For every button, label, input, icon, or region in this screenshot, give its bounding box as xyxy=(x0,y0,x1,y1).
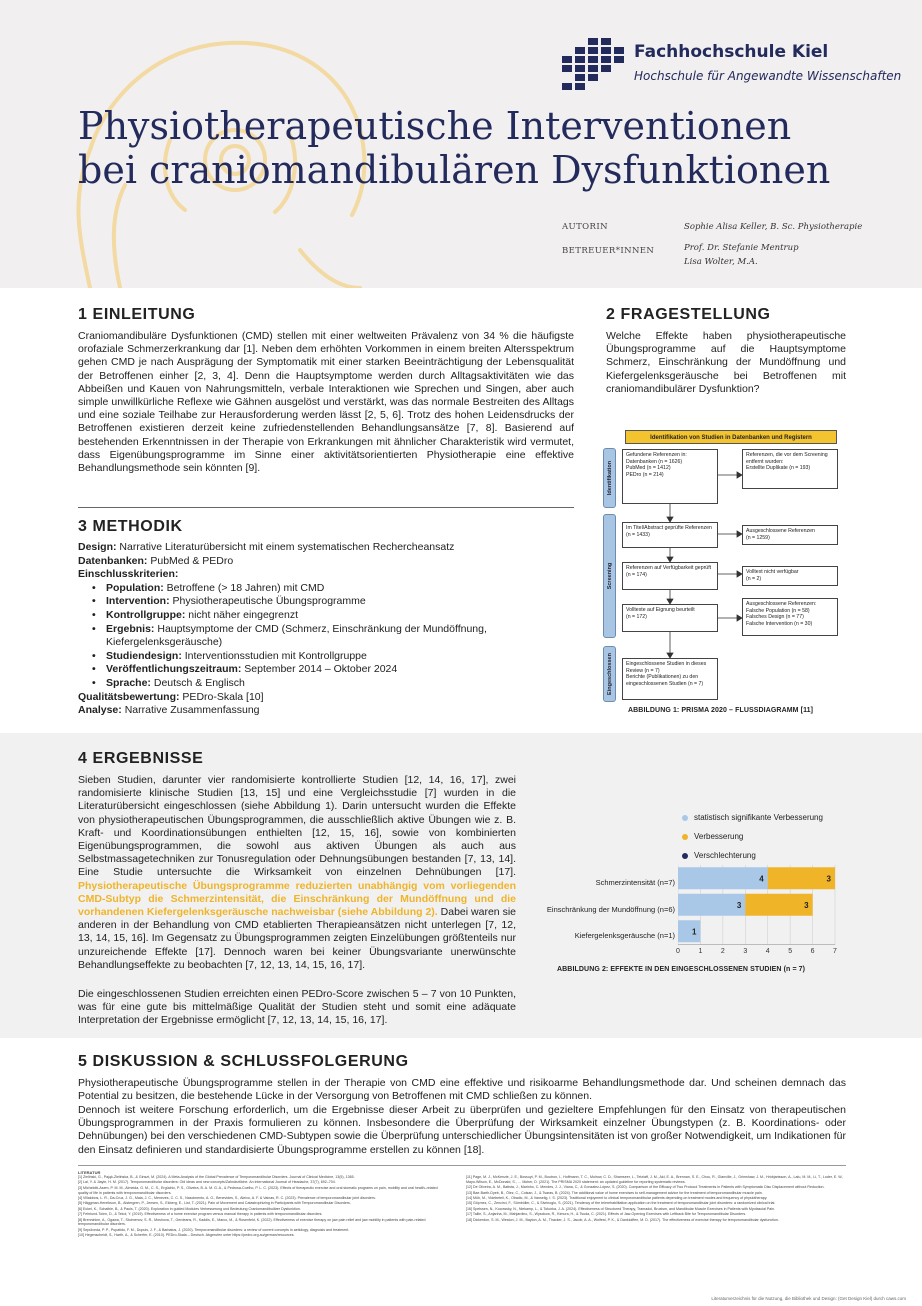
bar-value-label: 4 xyxy=(759,874,764,884)
reference-item: [7] Fehrlund-Tolen, D., & Tekol, Y. (2019). Effectiveness of a home exercise program versus manual therapy in patients with temporomandibular disorders. xyxy=(78,1212,323,1217)
reference-item: [9] Sepúlveda, P. P., Pupatido, F. M., Dupuis, J. F., & Barbatos, J. (2020). Temporomandibular disorders: a review of current concepts in aetiology, diagnosis and treatment. xyxy=(78,1227,350,1232)
tick-label: 3 xyxy=(743,947,748,955)
references-right xyxy=(466,1175,846,1223)
criteria-item: • Sprache: Deutsch & Englisch xyxy=(106,677,578,691)
title-line-2: bei craniomandibulären Dysfunktionen xyxy=(78,148,831,192)
bar-segment xyxy=(678,867,768,889)
category-label: Einschränkung der Mundöffnung (n=6) xyxy=(546,905,675,914)
legend-item: Verbesserung xyxy=(682,832,743,841)
criteria-list xyxy=(78,582,578,691)
criteria-item: • Studiendesign: Interventionsstudien mit Kontrollgruppe xyxy=(106,650,578,664)
title-line-1: Physiotherapeutische Interventionen xyxy=(78,104,792,148)
bar-segment xyxy=(678,920,700,942)
method-databases: Datenbanken: PubMed & PEDro xyxy=(78,554,234,567)
category-label: Kiefergelenksgeräusche (n=1) xyxy=(574,931,675,940)
author-value: Sophie Alisa Keller, B. Sc. Physiotherapie xyxy=(684,222,863,232)
criteria-item: • Veröffentlichungszeitraum: September 2014 – Oktober 2024 xyxy=(106,663,578,677)
logo-mark-icon xyxy=(562,38,626,94)
methodik-content xyxy=(78,541,578,718)
reference-item: [14] Müh, M., Videbeteli, K., Obadic, M., & Vanselig, I. S. (2023). Traditional enjoyment to clinical temporomandibular patients depending on treatment modes and frequency of physiotherapy. xyxy=(466,1195,768,1200)
diskussion-text-1: Physiotherapeutische Übungsprogramme stellen in der Therapie von CMD eine effektive und risikoarme Behandlungsmethode dar. Und scheinen demnach das Potential zu besitzen, die bestehende Lücke in der Versorgung von Betroffenen mit CMD schließen zu können. xyxy=(78,1077,846,1103)
reference-item: [4] Villalobos, L. R., Da-Cruz, J. G., Maia, J. C., Menezes, C. C. S., Nascimento, A. G., Benevides, S., Aleixo, A. F. & Vainas, R. C. (2023). Prevalence of temporomandibular joint disorders. xyxy=(78,1195,376,1200)
legend-swatch xyxy=(682,815,688,821)
supervisor-value-2: Lisa Wolter, M.A. xyxy=(684,257,758,267)
criteria-item: • Population: Betroffene (> 18 Jahren) mit CMD xyxy=(106,582,578,596)
tick-label: 1 xyxy=(698,947,703,955)
author-label: AUTORIN xyxy=(562,222,608,232)
flow-box-titles: Im Titel/Abstract geprüfte Referenzen (n = 1433) xyxy=(622,522,718,548)
flow-side-identification: Identifikation xyxy=(603,448,616,508)
flow-box-included: Eingeschlossene Studien in dieses Review (n = 7) Berichte (Publikationen) zu den eingeschlossenen Studien (n = 7) xyxy=(622,658,718,700)
method-criteria-label: Einschlusskriterien: xyxy=(78,568,179,581)
bar-segment xyxy=(745,894,812,916)
bar-value-label: 3 xyxy=(826,874,831,884)
legend-swatch xyxy=(682,834,688,840)
logo-name: Fachhochschule Kiel xyxy=(634,42,829,62)
flow-box-excluded: Ausgeschlossene Referenzen (n = 1259) xyxy=(742,525,838,545)
ergebnisse-text-3: Die eingeschlossenen Studien erreichten einen PEDro-Score zwischen 5 – 7 von 10 Punkten, was für eine gute bis mittelmäßige Qualität der Studien steht und somit eine adäquate Interpretation der Ergebnisse ermöglicht [7, 12, 13, 14, 15, 16, 17]. xyxy=(78,988,516,1027)
tick-label: 0 xyxy=(676,947,680,955)
flow-box-unavailable: Volltext nicht verfügbar (n = 2) xyxy=(742,566,838,586)
fh-kiel-logo xyxy=(562,38,902,98)
reference-item: [11] Page, M. J., McKenzie, J. E., Bossuyt, P. M., Boutron, I., Hoffmann, T. C., Mulrow, C. D., Shamseer, L., Tetzlaff, J. M., Akl, E. A., Brennan, S. E., Chou, R., Glanville, J., Grimshaw, J. M., Hróbjartsson, A., Lalu, M. M., Li, T., Loder, E. W., Mayo-Wilson, E., McDonald, S., … Moher, D. (2021). The PRISMA 2020 statement: an updated guideline for reporting systematic reviews. xyxy=(466,1175,844,1184)
references-heading: LITERATUR xyxy=(78,1170,101,1175)
poster-title xyxy=(78,104,830,192)
method-design: Design: Narrative Literaturübersicht mit einem systematischen Rechercheansatz xyxy=(78,541,455,553)
legend-item: statistisch signifikante Verbesserung xyxy=(682,813,823,822)
reference-item: [3] Michelotti-Asem, P. M. M., Almeida, G. M., C. S., Ergüchic, P. S., Oliveira, B. A. M. G. A., & Pedrosa-Coelho, P. L. C. (2023). Effects of therapeutic exercise and oral stomatic programs on pain, mobility and oral health–related quality of life in patients with temporomandibular disorders. xyxy=(78,1185,438,1195)
supervisor-value-1: Prof. Dr. Stefanie Mentrup xyxy=(684,243,799,253)
method-quality: Qualitätsbewertung: PEDro-Skala [10] xyxy=(78,690,264,703)
poster-header xyxy=(0,0,922,288)
legend-swatch xyxy=(682,853,688,859)
einleitung-text: Craniomandibuläre Dysfunktionen (CMD) stellen mit einer weltweiten Prävalenz von 34 % die häufigste orofaziale Schmerzerkrankung dar [1]. Neben dem erhöhten Vorkommen in einem breiten Altersspektrum gehen CMD je nach Ausprägung der Symptomatik mit einer starken Beeinträchtigung der Lebensqualität der Betroffenen einher [2, 3, 4]. Denn die Hauptsymptome werden durch Alltagsaktivitäten wie das Abbeißen und Kauen von Nahrungsmitteln, verbale Interaktionen wie Sprechen und Singen, aber auch simple unwillkürliche Reflexe wie Gähnen ausgelöst und verstärkt, was das normale Bestreiten des Alltags und eine soziale Teilhabe zur Herausforderung werden lässt [2, 5, 6]. Trotz des hohen Leidensdrucks der Betroffenen existieren derzeit keine zufriedenstellenden Behandlungsansätze [7, 8]. Basierend auf bestehenden Erkenntnissen in der Therapie von Erkrankungen mit ähnlicher Charakteristik wird vermutet, dass Eigenübungsprogramme im Sinne einer aktivitätsorientierten Physiotherapie eine effektive Behandlungsmethode sein könnten [9]. xyxy=(78,330,574,475)
reference-item: [15] Göçmez, C., Zencirci, F., Sümbüller, C., & Sivrinoglu, S. (2021). Tendency of the telerehabilitation application on the treatment of temporomandibular joint disorders: a randomized clinical trial. xyxy=(466,1201,776,1206)
flow-box-excluded-2: Ausgeschlossene Referenzen: Falsche Population (n = 58) Falsches Design (n = 77) Falsche Intervention (n = 30) xyxy=(742,598,838,636)
supervisor-label: BETREUER*INNEN xyxy=(562,246,655,256)
section-divider xyxy=(78,507,574,508)
effects-bar-chart xyxy=(678,865,848,950)
flow-box-fulltext: Volltexte auf Eignung beurteilt (n = 172) xyxy=(622,604,718,632)
flow-box-available: Referenzen auf Verfügbarkeit geprüft (n = 174) xyxy=(622,562,718,590)
diskussion-text-2: Dennoch ist weitere Forschung erforderlich, um die Ergebnisse dieser Arbeit zu überprüfen und gezieltere Empfehlungen für den Einsatz von therapeutischen Übungsprogrammen in der Praxis formulieren zu können. Insbesondere die Überprüfung der Wirksamkeit einzelner Übungstypen (z. B. Koordinations- oder Dehnübungen) bei den verschiedenen CMD-Subtypen sowie die Überprüfung unterschiedlicher Übungsintensitäten ist von großer Notwendigkeit, um Indikationen für den Einsatz definieren und standardisierte Übungsprogramme erstellen zu können [18]. xyxy=(78,1104,846,1156)
references-left xyxy=(78,1175,448,1239)
tick-label: 4 xyxy=(765,947,770,955)
reference-item: [17] Tallie, S., Anjanha, M., Mahjardino, S., Wysckow, R., Kimura, H., & Tsuda, C. (2021). Effects of Jaw-Opening Exercises with Leftback Bite for Temporomandibular Disorders. xyxy=(466,1212,747,1217)
fragestellung-text: Welche Effekte haben physiotherapeutische Übungsprogramme auf die Hauptsymptome Schmerz, Einschränkung der Mundöffnung und Kiefergelenksgeräusche bei Betroffenen mit craniomandibulärer Dysfunktion? xyxy=(606,330,846,395)
ergebnisse-title: 4 ERGEBNISSE xyxy=(78,750,204,767)
bar-segment xyxy=(678,894,745,916)
reference-item: [6] Eckel, K., Schaible, B., & Pauls, T. (2020). Exploration in guided Modules Verbesserung und Bedeutung Craniomandibulärer Dysfunktion. xyxy=(78,1206,301,1211)
fragestellung-title: 2 FRAGESTELLUNG xyxy=(606,306,771,323)
reference-item: [5] Häggman-Henrikson, B., Alstergren, P., Jensen, S., Ekberg, E., List, T. (2021). Pain of Movement and Catastrophizing in Participants with Temporomandibular Disorders. xyxy=(78,1201,351,1206)
einleitung-title: 1 EINLEITUNG xyxy=(78,306,196,323)
method-analysis: Analyse: Narrative Zusammenfassung xyxy=(78,704,260,717)
diskussion-title: 5 DISKUSSION & SCHLUSSFOLGERUNG xyxy=(78,1053,409,1070)
category-label: Schmerzintensität (n=7) xyxy=(595,878,675,887)
legend-item: Verschlechterung xyxy=(682,851,756,860)
bar-value-label: 3 xyxy=(736,900,742,910)
criteria-item: • Kontrollgruppe: nicht näher eingegrenzt xyxy=(106,609,578,623)
bar-value-label: 1 xyxy=(691,927,697,937)
ergebnisse-highlight: Physiotherapeutische Übungsprogramme reduzierten unabhängig vom vorliegenden CMD-Subtyp die Schmerzintensität, die Einschränkung der Mundöffnung und die vorhandenen Kiefergelenksgeräusche nachweisbar (siehe Abbildung 2). xyxy=(78,879,516,919)
criteria-item: • Intervention: Physiotherapeutische Übungsprogramme xyxy=(106,595,578,609)
reference-item: [8] Brenninkm, A., Ogawa, T., Stoimenov, S. R., Moshova, T., Gerdeans, R., Kaddis, E., Marco, M., & Rosenfeld, K. (2022). Effectiveness of exercise therapy on jaw pain relief and jaw mobility in patients with pain-related temporomandibular disorders. xyxy=(78,1217,426,1227)
prisma-header: Identifikation von Studien in Datenbanken und Registern xyxy=(625,430,837,444)
reference-item: [12] De Oliveira, A. M., Batista, J., Marinho, C. Mendes, J. J., Viana, C., & Gonzalez-López, S. (2020). Comparison of the Efficacy of Two Protocol Treatments in Patients with Symptomatic Disc Displacement without Reduction. xyxy=(466,1185,825,1190)
reference-item: [18] Dickerdon, S. M., Weston, J. M., Bayton, A. M., Thacker, J. S., Jacob, A. A., Wolfest, P. K., & Dankloiffen, M. D. (2017). The effectiveness of exercise therapy for temporomandibular dysfunction. xyxy=(466,1217,779,1222)
figure-2-caption: ABBILDUNG 2: EFFEKTE IN DEN EINGESCHLOSSENEN STUDIEN (n = 7) xyxy=(557,966,806,973)
flow-side-included: Eingeschlossen xyxy=(603,646,616,702)
logo-subtitle: Hochschule für Angewandte Wissenschaften xyxy=(634,69,902,83)
reference-item: [1] Zieliński, G., Pająk-Zielińska, B., & Ginszt, M. (2024). A Meta-Analysis of the Global Prevalence of Temporomandibular Disorders. Journal of Clinical Medicine, 13(5), 1365. xyxy=(78,1175,355,1179)
bar-value-label: 3 xyxy=(804,900,809,910)
flow-box-removed: Referenzen, die vor dem Screening entfernt wurden: Erstellte Duplikate (n = 193) xyxy=(742,449,838,489)
methodik-title: 3 METHODIK xyxy=(78,518,183,535)
criteria-item: • Ergebnis: Hauptsymptome der CMD (Schmerz, Einschränkung der Mundöffnung, Kiefergelenksgeräusche) xyxy=(106,623,578,650)
references-divider xyxy=(78,1165,846,1166)
flow-side-screening: Screening xyxy=(603,514,616,638)
tick-label: 6 xyxy=(810,947,815,955)
flow-box-found: Gefundene Referenzen in: Datenbanken (n = 1626) PubMed (n = 1412) PEDro (n = 214) xyxy=(622,449,718,504)
tick-label: 2 xyxy=(720,947,725,955)
reference-item: [16] Spelssen, N., Kocowsky, N., Niekamp, L., & Tokurka, J. A. (2024). Effectiveness of Structured Therapy, Tramadol, Bruxism, and Mandibular Muscle Exercises in Patients with Myofascial Pain. xyxy=(466,1206,776,1211)
tick-label: 7 xyxy=(833,947,837,955)
figure-1-caption: ABBILDUNG 1: PRISMA 2020 – FLUSSDIAGRAMM [11] xyxy=(628,707,814,714)
footer-note: Literaturverzeichnis für die Nutzung, die Bibliothek und Design: (Get Design Kiel) durch caws.com xyxy=(711,1296,906,1301)
reference-item: [10] Hegenscheidt, S., Harth, A., & Scherfer, E. (2010). PEDro-Skala – Deutsch. Abgerufen unter https://pedro.org.au/german/resources. xyxy=(78,1233,295,1238)
reference-item: [13] Bae-Barth-Dyeb, B., Ölez, C., Colsan, J., & Tsaras, B. (2024). The additional value of home exercises to self-management advice for the treatment of temporomandibular muscle pain. xyxy=(466,1190,763,1195)
ergebnisse-text: Sieben Studien, darunter vier randomisierte kontrollierte Studien [12, 14, 16, 17], zwei randomisierte klinische Studien [13, 15] und eine Vergleichsstudie [7] wurden in die Literaturübersicht eingeschlossen (siehe Abbildung 1). Darin untersucht wurden die Effekte von physiotherapeutischen Übungsprogrammen, die ausschließlich aktive Übungen wie z. B. Kraft- und Koordinationsübungen enthielten [12, 15, 16], sowie von kombinierten Eigenübungsprogrammen, die sowohl aus aktiven Übungen als auch aus Selbstmassagetechniken zur Tonusregulation oder Dehnungsübungen bestanden [7, 13, 14]. Eine Studie untersuchte die Wirksamkeit von einzelnen Dehnübungen [17]. Physiotherapeutische Übungsprogramme reduzierten unabhängig vom vorliegenden CMD-Subtyp die Schmerzintensität, die Einschränkung der Mundöffnung und die vorhandenen Kiefergelenksgeräusche nachweisbar (siehe Abbildung 2). Dabei waren sie anderen in der Behandlung von CMD etablierten Therapieansätzen nicht unterlegen [7, 12, 13, 14, 15, 16]. Im Gegensatz zu Übungsprogrammen zeigten Einzelübungen größtenteils nur unzureichende Effekte [17]. Dennoch waren bei keiner Übungsvariante unerwünschte Behandlungseffekte zu beobachten [7, 12, 13, 14, 15, 16, 17]. xyxy=(78,774,516,971)
tick-label: 5 xyxy=(788,947,793,955)
reference-item: [2] Lai, Y. & Jiayin, H. M. (2017). Temporomandibular disorders: Old ideas and new concepts/Zahnärztliche. An international Journal of Headache, 37(7), 692–704. xyxy=(78,1180,336,1185)
bar-segment xyxy=(768,867,835,889)
